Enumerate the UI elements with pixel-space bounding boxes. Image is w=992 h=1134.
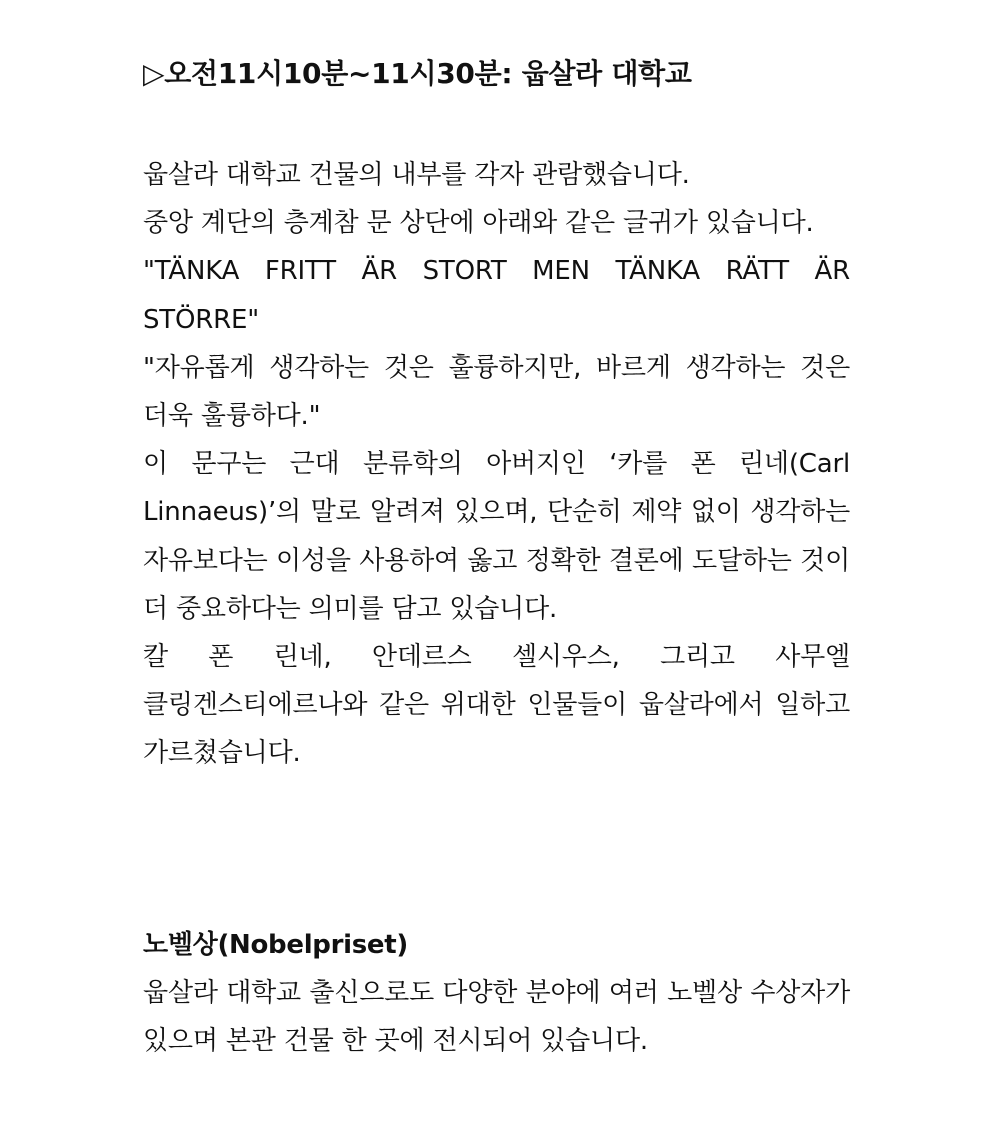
paragraph-nobel: 웁살라 대학교 출신으로도 다양한 분야에 여러 노벨상 수상자가 있으며 본관 건물 한 곳에 전시되어 있습니다. [143, 978, 850, 1057]
section-title: ▷오전11시10분~11시30분: 웁살라 대학교 [143, 57, 692, 90]
uppsala-visit-text [143, 151, 850, 778]
paragraph-swedish-quote: "TÄNKA FRITT ÄR STORT MEN TÄNKA RÄTT ÄR STÖRRE" [143, 256, 850, 335]
nobel-heading: 노벨상(Nobelpriset) [143, 930, 408, 960]
nobel-section [143, 921, 850, 1066]
paragraph-notable-people: 칼 폰 린네, 안데르스 셀시우스, 그리고 사무엘 클링겐스티에르나와 같은 위대한 인물들이 웁살라에서 일하고 가르쳤습니다. [143, 642, 850, 769]
paragraph-inscription-location: 중앙 계단의 층계참 문 상단에 아래와 같은 글귀가 있습니다. [143, 208, 814, 239]
paragraph-korean-quote: "자유롭게 생각하는 것은 훌륭하지만, 바르게 생각하는 것은 더욱 훌륭하다." [143, 352, 850, 432]
paragraph-visit: 웁살라 대학교 건물의 내부를 각자 관람했습니다. [143, 160, 690, 190]
paragraph-linnaeus-meaning: 이 문구는 근대 분류학의 아버지인 ‘카를 폰 린네(Carl Linnaeus)’의 말로 알려져 있으며, 단순히 제약 없이 생각하는 자유보다는 이성을 사용하여 옳고 정확한 결론에 도달하는 것이 더 중요하다는 의미를 담고 있습니다. [143, 449, 850, 624]
